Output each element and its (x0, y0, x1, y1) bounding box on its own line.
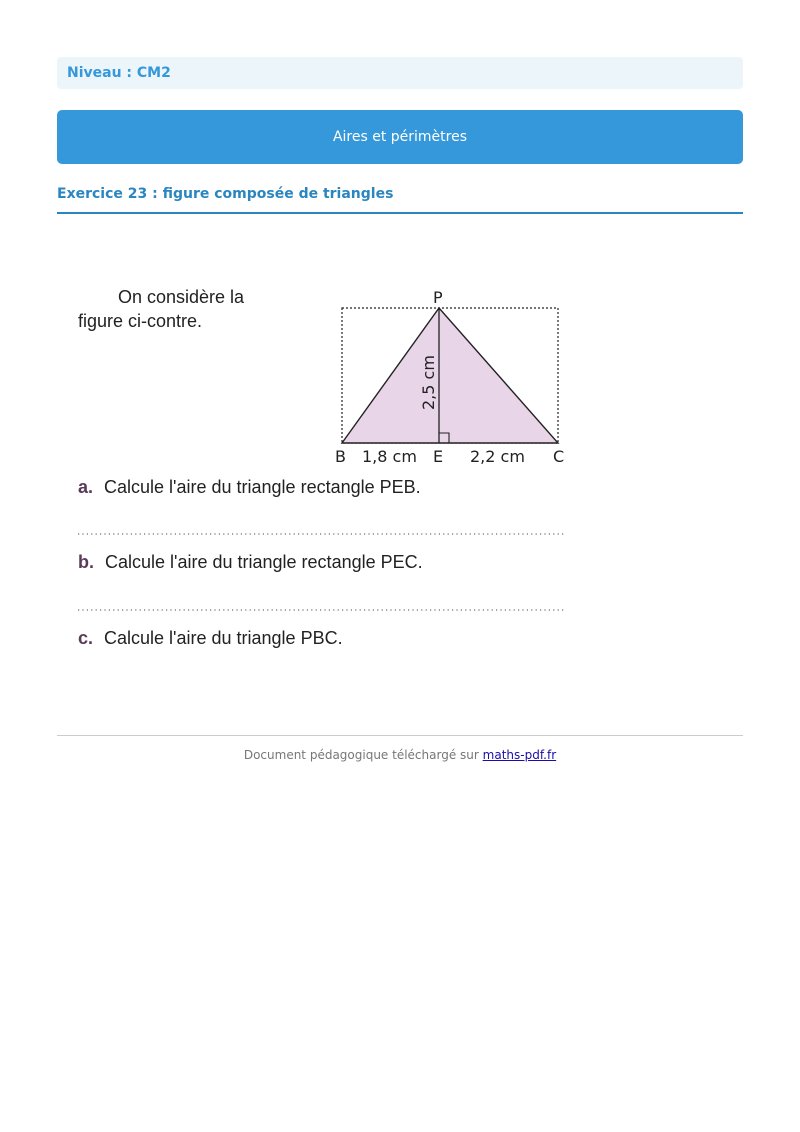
triangle-pbc (342, 308, 558, 443)
label-c: C (553, 447, 565, 466)
question-b (78, 552, 423, 572)
question-b-text: Calcule l'aire du triangle rectangle PEC. (105, 552, 423, 572)
label-b: B (335, 447, 346, 466)
question-c-text: Calcule l'aire du triangle PBC. (104, 628, 343, 648)
topic-banner (57, 110, 743, 164)
question-c-letter: c. (78, 628, 94, 648)
level-label: Niveau : CM2 (67, 65, 171, 81)
label-e: E (433, 447, 444, 466)
label-p: P (433, 288, 443, 307)
footer-link[interactable]: maths-pdf.fr (482, 748, 557, 762)
question-b-letter: b. (78, 552, 94, 572)
intro-line-2: figure ci-contre. (78, 311, 203, 331)
intro-line-1: On considère la (118, 287, 245, 307)
question-a-letter: a. (78, 477, 94, 497)
exercise-title-underline (57, 212, 743, 214)
level-box (57, 57, 743, 89)
footer-divider (57, 735, 743, 736)
footer-text: Document pédagogique téléchargé sur (243, 748, 479, 762)
question-c (78, 628, 343, 648)
exercise-title: Exercice 23 : figure composée de triangles (57, 186, 394, 202)
topic-title: Aires et périmètres (332, 129, 468, 145)
question-a (78, 477, 421, 497)
exercise-figure (57, 260, 587, 680)
footer (0, 748, 800, 762)
label-be-length: 1,8 cm (362, 447, 417, 466)
question-a-text: Calcule l'aire du triangle rectangle PEB. (104, 477, 421, 497)
label-height: 2,5 cm (419, 355, 438, 410)
label-ec-length: 2,2 cm (470, 447, 525, 466)
